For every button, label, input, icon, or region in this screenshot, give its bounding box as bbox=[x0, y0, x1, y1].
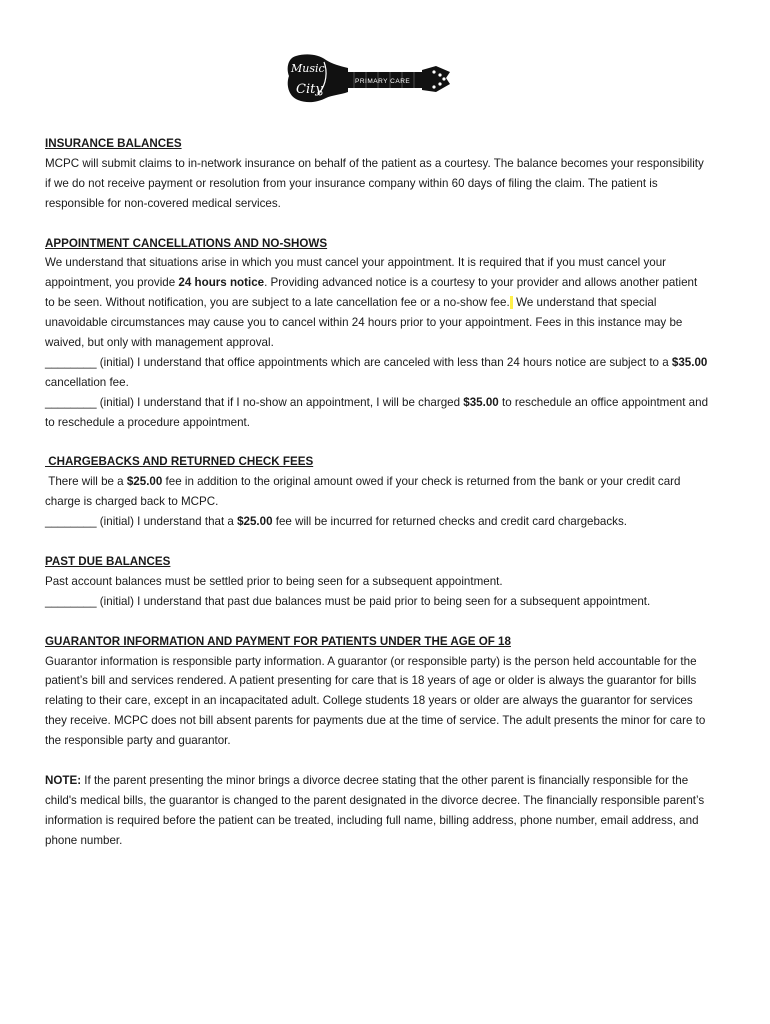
section-heading: APPOINTMENT CANCELLATIONS AND NO-SHOWS bbox=[45, 236, 328, 250]
bold-text: $35.00 bbox=[671, 355, 708, 369]
logo-text-primary-care: PRIMARY CARE bbox=[355, 78, 411, 85]
section-past-due-balances bbox=[45, 552, 710, 612]
paragraph: We understand that situations arise in which you must cancel your appointment. It is required that if you must cancel your appointment, you provide 24 hours notice. Providing advanced notice is a courtesy to your provider and allows another patient to be seen. Without notification, you are subject to a late cancellation fee or a no-show fee. We understand that special unavoidable circumstances may cause you to cancel within 24 hours prior to your appointment. Fees in this instance may be waived, but only with management approval. bbox=[45, 256, 698, 350]
bold-text: 24 hours notice bbox=[178, 276, 265, 290]
section-heading: PAST DUE BALANCES bbox=[45, 554, 171, 568]
music-city-primary-care-logo bbox=[284, 48, 454, 108]
section-heading: CHARGEBACKS AND RETURNED CHECK FEES bbox=[45, 455, 314, 469]
section-chargebacks bbox=[45, 452, 710, 532]
section-heading: GUARANTOR INFORMATION AND PAYMENT FOR PATIENTS UNDER THE AGE OF 18 bbox=[45, 634, 511, 648]
bold-text: $25.00 bbox=[237, 515, 273, 529]
bold-text: $25.00 bbox=[126, 475, 163, 489]
section-appointment-cancellations bbox=[45, 234, 710, 433]
initial-line: ________ (initial) I understand that past due balances must be paid prior to being seen for a subsequent appointment. bbox=[45, 594, 651, 608]
paragraph: Guarantor information is responsible party information. A guarantor (or responsible party) is the person held accountable for the patient’s bill and services rendered. A patient presenting for care that is 18 years of age or older is always the guarantor for bills relating to their care, except in an incapacitated adult. College students 18 years or older are always the guarantor for services they receive. MCPC does not bill absent parents for payments due at the time of service. The adult presents the minor for care to the responsible party and guarantor. bbox=[45, 654, 706, 748]
section-heading: INSURANCE BALANCES bbox=[45, 137, 182, 150]
paragraph: There will be a $25.00 fee in addition to the original amount owed if your check is returned from the bank or your credit card charge is charged back to MCPC. bbox=[45, 475, 684, 509]
initial-line: ________ (initial) I understand that if I no-show an appointment, I will be charged $35.00 to reschedule an office appointment and to reschedule a procedure appointment. bbox=[45, 395, 709, 429]
paragraph: NOTE: If the parent presenting the minor brings a divorce decree stating that the other parent is financially responsible for the child's medical bills, the guarantor is changed to the parent designated in the divorce decree. The financially responsible parent’s information is required before the patient can be treated, including full name, billing address, phone number, email address, and phone number. bbox=[45, 773, 705, 847]
logo-text-city: City bbox=[296, 82, 323, 97]
initial-line: ________ (initial) I understand that a $25.00 fee will be incurred for returned checks and credit card chargebacks. bbox=[45, 515, 627, 529]
note-label: NOTE: bbox=[45, 773, 82, 787]
section-insurance-balances bbox=[45, 134, 710, 214]
paragraph: MCPC will submit claims to in-network insurance on behalf of the patient as a courtesy. The balance becomes your responsibility if we do not receive payment or resolution from your insurance company within 60 days of filing the claim. The patient is responsible for non-covered medical services. bbox=[45, 156, 704, 210]
section-guarantor-information bbox=[45, 632, 710, 751]
section-note bbox=[45, 771, 710, 851]
document-body bbox=[45, 134, 710, 870]
initial-line: ________ (initial) I understand that office appointments which are canceled with less than 24 hours notice are subject to a $35.00 cancellation fee. bbox=[45, 355, 708, 389]
bold-text: $35.00 bbox=[463, 395, 499, 409]
logo-text-music: Music bbox=[291, 62, 325, 75]
paragraph: Past account balances must be settled prior to being seen for a subsequent appointment. bbox=[45, 574, 503, 588]
